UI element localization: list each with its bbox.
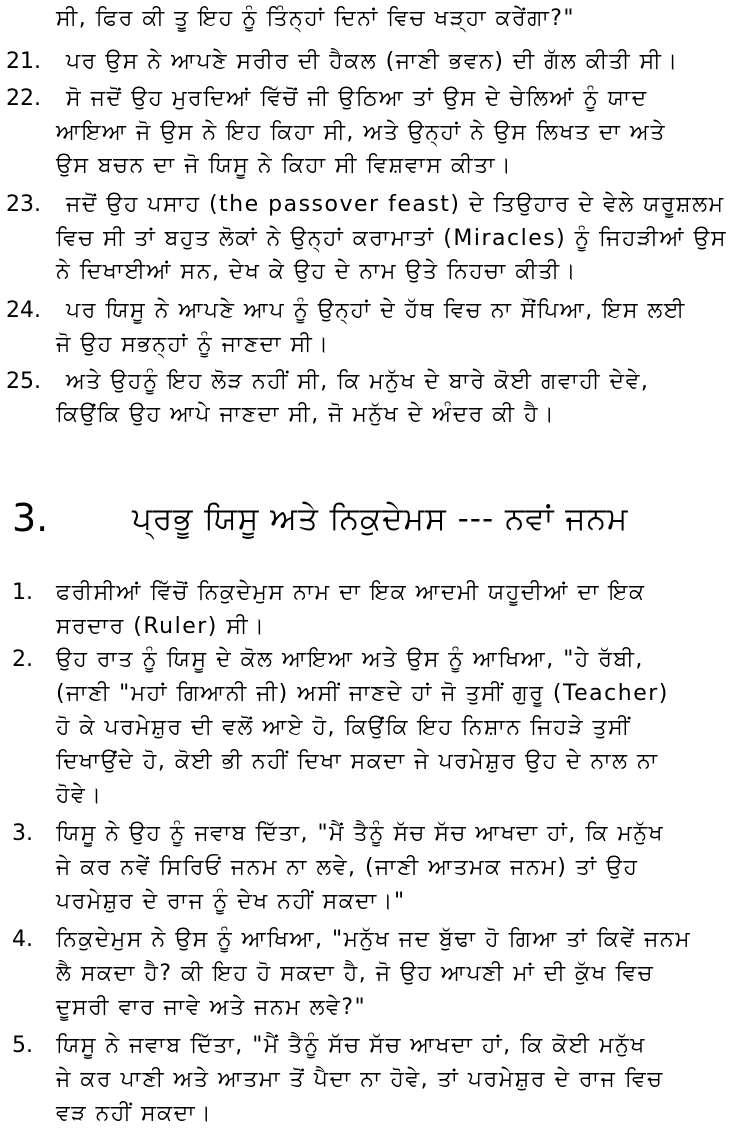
verse-number: 3. xyxy=(12,821,33,846)
verse-line: ਦੂਸਰੀ ਵਾਰ ਜਾਵੇ ਅਤੇ ਜਨਮ ਲਵੇ?" xyxy=(56,995,367,1020)
verse-line: ਅਤੇ ਉਹਨੂੰ ਇਹ ਲੋੜ ਨਹੀਂ ਸੀ, ਕਿ ਮਨੁੱਖ ਦੇ ਬਾਰੇ ਕੋਈ ਗਵਾਹੀ ਦੇਵੇ, xyxy=(66,369,650,394)
verse-line: ਫਰੀਸੀਆਂ ਵਿੱਚੋਂ ਨਿਕੁਦੇਮੁਸ ਨਾਮ ਦਾ ਇਕ ਆਦਮੀ ਯਹੂਦੀਆਂ ਦਾ ਇਕ xyxy=(56,580,646,605)
chapter-number: 3. xyxy=(12,496,49,540)
verse-number: 4. xyxy=(12,927,33,952)
verse-line: ਲੈ ਸਕਦਾ ਹੈ? ਕੀ ਇਹ ਹੋ ਸਕਦਾ ਹੈ, ਜੋ ਉਹ ਆਪਣੀ ਮਾਂ ਦੀ ਕੁੱਖ ਵਿਚ xyxy=(56,961,655,986)
verse-number: 24. xyxy=(6,298,41,323)
verse-line: ਜੇ ਕਰ ਪਾਣੀ ਅਤੇ ਆਤਮਾ ਤੋਂ ਪੈਦਾ ਨਾ ਹੋਵੇ, ਤਾਂ ਪਰਮੇਸ਼ੁਰ ਦੇ ਰਾਜ ਵਿਚ xyxy=(56,1067,664,1092)
verse-line: ਪਰ ਉਸ ਨੇ ਆਪਣੇ ਸਰੀਰ ਦੀ ਹੈਕਲ (ਜਾਣੀ ਭਵਨ) ਦੀ ਗੱਲ ਕੀਤੀ ਸੀ। xyxy=(66,49,679,74)
verse-line: ਦਿਖਾਉਂਦੇ ਹੋ, ਕੋਈ ਭੀ ਨਹੀਂ ਦਿਖਾ ਸਕਦਾ ਜੇ ਪਰਮੇਸ਼ੁਰ ਉਹ ਦੇ ਨਾਲ ਨਾ xyxy=(56,749,659,774)
verse-line: ਪਰ ਯਿਸੂ ਨੇ ਆਪਣੇ ਆਪ ਨੂੰ ਉਨ੍ਹਾਂ ਦੇ ਹੱਥ ਵਿਚ ਨਾ ਸੌਂਪਿਆ, ਇਸ ਲਈ xyxy=(66,298,686,323)
verse-line: ਕਿਉਂਕਿ ਉਹ ਆਪੇ ਜਾਣਦਾ ਸੀ, ਜੋ ਮਨੁੱਖ ਦੇ ਅੰਦਰ ਕੀ ਹੈ। xyxy=(56,402,556,427)
verse-line: ਯਿਸੂ ਨੇ ਉਹ ਨੂੰ ਜਵਾਬ ਦਿੱਤਾ, "ਮੈਂ ਤੈਨੂੰ ਸੱਚ ਸੱਚ ਆਖਦਾ ਹਾਂ, ਕਿ ਮਨੁੱਖ xyxy=(56,821,665,846)
verse-number: 23. xyxy=(6,192,41,217)
chapter-title: ਪ੍ਰਭੂ ਯਿਸੂ ਅਤੇ ਨਿਕੁਦੇਮਸ --- ਨਵਾਂ ਜਨਮ xyxy=(132,501,629,537)
verse-line: ਹੋ ਕੇ ਪਰਮੇਸ਼ੁਰ ਦੀ ਵਲੋਂ ਆਏ ਹੋ, ਕਿਉਂਕਿ ਇਹ ਨਿਸ਼ਾਨ ਜਿਹੜੇ ਤੁਸੀਂ xyxy=(56,715,631,740)
verse-line: ਉਸ ਬਚਨ ਦਾ ਜੋ ਯਿਸੂ ਨੇ ਕਿਹਾ ਸੀ ਵਿਸ਼ਵਾਸ ਕੀਤਾ। xyxy=(56,153,513,178)
verse-line: ਵਿਚ ਸੀ ਤਾਂ ਬਹੁਤ ਲੋਕਾਂ ਨੇ ਉਨ੍ਹਾਂ ਕਰਾਮਾਤਾਂ (Miracles) ਨੂੰ ਜਿਹੜੀਆਂ ਉਸ xyxy=(56,226,728,251)
verse-line: ਜੇ ਕਰ ਨਵੇਂ ਸਿਰਿਓਂ ਜਨਮ ਨਾ ਲਵੇ, (ਜਾਣੀ ਆਤਮਕ ਜਨਮ) ਤਾਂ ਉਹ xyxy=(56,855,639,880)
verse-line: ਪਰਮੇਸ਼ੁਰ ਦੇ ਰਾਜ ਨੂੰ ਦੇਖ ਨਹੀਂ ਸਕਦਾ।" xyxy=(56,889,406,914)
verse-line: ਆਇਆ ਜੋ ਉਸ ਨੇ ਇਹ ਕਿਹਾ ਸੀ, ਅਤੇ ਉਨ੍ਹਾਂ ਨੇ ਉਸ ਲਿਖਤ ਦਾ ਅਤੇ xyxy=(56,120,666,145)
continuation-line: ਸੀ, ਫਿਰ ਕੀ ਤੂ ਇਹ ਨੂੰ ਤਿੰਨ੍ਹਾਂ ਦਿਨਾਂ ਵਿਚ ਖੜ੍ਹਾ ਕਰੇਂਗਾ?" xyxy=(56,6,576,31)
verse-line: ਵੜ ਨਹੀਂ ਸਕਦਾ। xyxy=(56,1101,213,1126)
verse-number: 22. xyxy=(6,86,41,111)
verse-line: ਸੋ ਜਦੋਂ ਉਹ ਮੁਰਦਿਆਂ ਵਿੱਚੋਂ ਜੀ ਉਠਿਆ ਤਾਂ ਉਸ ਦੇ ਚੇਲਿਆਂ ਨੂੰ ਯਾਦ xyxy=(66,86,648,111)
verse-number: 21. xyxy=(6,49,41,74)
verse-number: 5. xyxy=(12,1033,33,1058)
verse-number: 1. xyxy=(12,580,33,605)
verse-line: ਸਰਦਾਰ (Ruler) ਸੀ। xyxy=(56,614,266,639)
verse-line: ਨੇ ਦਿਖਾਈਆਂ ਸਨ, ਦੇਖ ਕੇ ਉਹ ਦੇ ਨਾਮ ਉਤੇ ਨਿਹਚਾ ਕੀਤੀ। xyxy=(56,259,578,284)
verse-number: 2. xyxy=(12,647,33,672)
verse-line: ਨਿਕੁਦੇਮੁਸ ਨੇ ਉਸ ਨੂੰ ਆਖਿਆ, "ਮਨੁੱਖ ਜਦ ਬੁੱਢਾ ਹੋ ਗਿਆ ਤਾਂ ਕਿਵੇਂ ਜਨਮ xyxy=(56,927,692,952)
verse-number: 25. xyxy=(6,369,41,394)
verse-line: ਹੋਵੇ। xyxy=(56,783,103,808)
verse-line: ਜਦੋਂ ਉਹ ਪਸਾਹ (the passover feast) ਦੇ ਤਿਉਹਾਰ ਦੇ ਵੇਲੇ ਯਰੂਸ਼ਲਮ xyxy=(66,192,725,217)
verse-line: (ਜਾਣੀ "ਮਹਾਂ ਗਿਆਨੀ ਜੀ) ਅਸੀਂ ਜਾਣਦੇ ਹਾਂ ਜੋ ਤੁਸੀਂ ਗੁਰੂ (Teacher) xyxy=(56,681,669,706)
verse-line: ਯਿਸੂ ਨੇ ਜਵਾਬ ਦਿੱਤਾ, "ਮੈਂ ਤੈਨੂੰ ਸੱਚ ਸੱਚ ਆਖਦਾ ਹਾਂ, ਕਿ ਕੋਈ ਮਨੁੱਖ xyxy=(56,1033,646,1058)
verse-line: ਜੋ ਉਹ ਸਭਨ੍ਹਾਂ ਨੂੰ ਜਾਣਦਾ ਸੀ। xyxy=(56,332,330,357)
verse-line: ਉਹ ਰਾਤ ਨੂੰ ਯਿਸੂ ਦੇ ਕੋਲ ਆਇਆ ਅਤੇ ਉਸ ਨੂੰ ਆਖਿਆ, "ਹੇ ਰੱਬੀ, xyxy=(56,647,644,672)
